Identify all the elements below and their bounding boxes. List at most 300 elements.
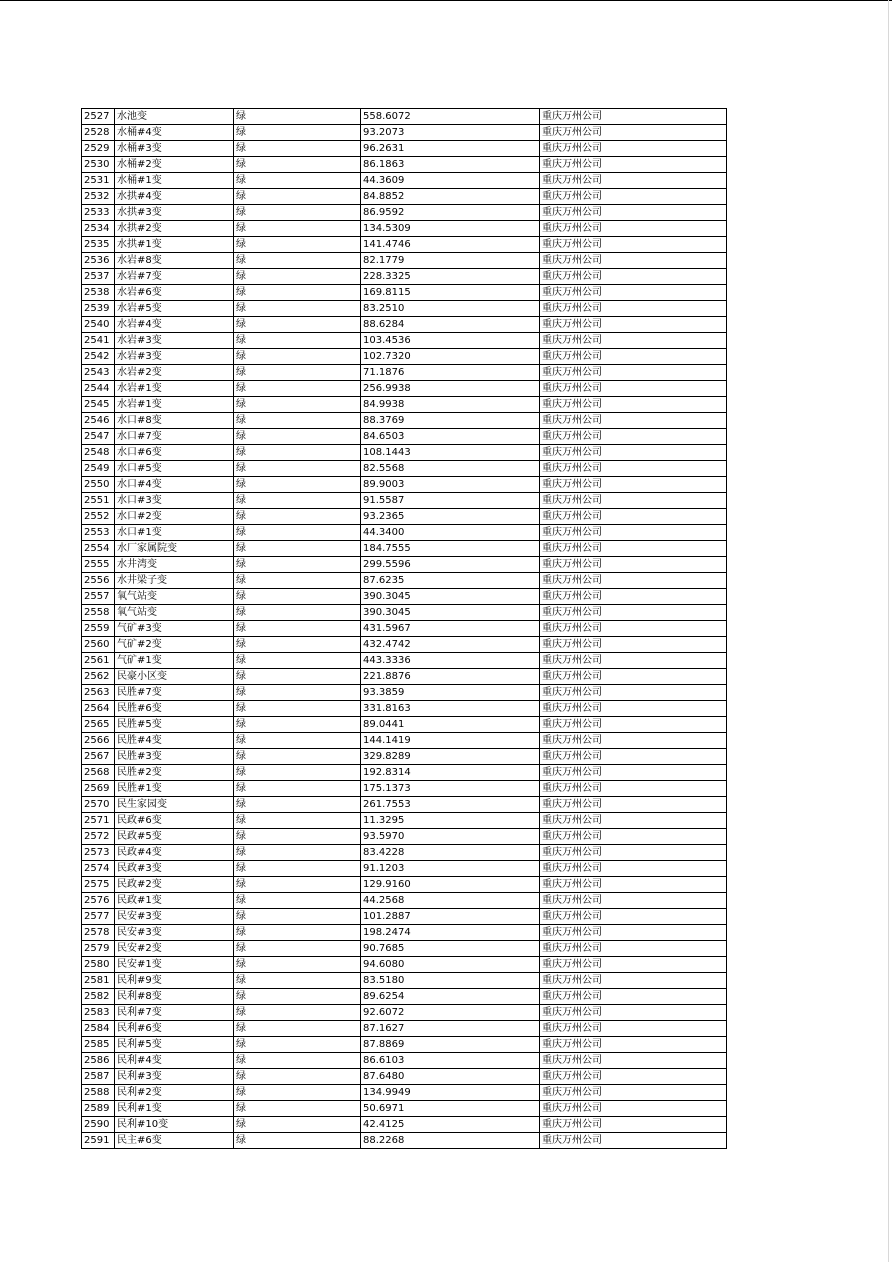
value-cell: 93.3859 (361, 685, 540, 701)
company-cell: 重庆万州公司 (540, 845, 727, 861)
value-cell: 192.8314 (361, 765, 540, 781)
row-id-cell: 2548 (82, 445, 115, 461)
company-cell: 重庆万州公司 (540, 1069, 727, 1085)
value-cell: 92.6072 (361, 1005, 540, 1021)
company-cell: 重庆万州公司 (540, 669, 727, 685)
status-color-cell: 绿 (234, 717, 361, 733)
company-cell: 重庆万州公司 (540, 557, 727, 573)
company-cell: 重庆万州公司 (540, 1133, 727, 1149)
value-cell: 87.1627 (361, 1021, 540, 1037)
value-cell: 42.4125 (361, 1117, 540, 1133)
row-id-cell: 2558 (82, 605, 115, 621)
status-color-cell: 绿 (234, 525, 361, 541)
table-row (82, 653, 727, 669)
table-row (82, 781, 727, 797)
value-cell: 89.6254 (361, 989, 540, 1005)
substation-name-cell: 水井梁子变 (115, 573, 234, 589)
row-id-cell: 2540 (82, 317, 115, 333)
row-id-cell: 2560 (82, 637, 115, 653)
substation-name-cell: 水口#3变 (115, 493, 234, 509)
page-top-border (0, 0, 892, 1)
value-cell: 108.1443 (361, 445, 540, 461)
row-id-cell: 2549 (82, 461, 115, 477)
substation-name-cell: 水拱#4变 (115, 189, 234, 205)
company-cell: 重庆万州公司 (540, 749, 727, 765)
row-id-cell: 2533 (82, 205, 115, 221)
row-id-cell: 2590 (82, 1117, 115, 1133)
company-cell: 重庆万州公司 (540, 301, 727, 317)
status-color-cell: 绿 (234, 285, 361, 301)
substation-name-cell: 民胜#5变 (115, 717, 234, 733)
row-id-cell: 2555 (82, 557, 115, 573)
table-row (82, 1101, 727, 1117)
value-cell: 91.5587 (361, 493, 540, 509)
substation-name-cell: 水桶#3变 (115, 141, 234, 157)
status-color-cell: 绿 (234, 1101, 361, 1117)
status-color-cell: 绿 (234, 957, 361, 973)
company-cell: 重庆万州公司 (540, 509, 727, 525)
substation-name-cell: 民豪小区变 (115, 669, 234, 685)
substation-name-cell: 民政#2变 (115, 877, 234, 893)
table-row (82, 685, 727, 701)
table-row (82, 637, 727, 653)
substation-name-cell: 民安#3变 (115, 925, 234, 941)
status-color-cell: 绿 (234, 221, 361, 237)
company-cell: 重庆万州公司 (540, 397, 727, 413)
company-cell: 重庆万州公司 (540, 317, 727, 333)
status-color-cell: 绿 (234, 1053, 361, 1069)
company-cell: 重庆万州公司 (540, 685, 727, 701)
company-cell: 重庆万州公司 (540, 445, 727, 461)
row-id-cell: 2589 (82, 1101, 115, 1117)
table-row (82, 669, 727, 685)
substation-name-cell: 民政#3变 (115, 861, 234, 877)
status-color-cell: 绿 (234, 541, 361, 557)
company-cell: 重庆万州公司 (540, 941, 727, 957)
row-id-cell: 2565 (82, 717, 115, 733)
value-cell: 198.2474 (361, 925, 540, 941)
status-color-cell: 绿 (234, 909, 361, 925)
row-id-cell: 2552 (82, 509, 115, 525)
row-id-cell: 2581 (82, 973, 115, 989)
status-color-cell: 绿 (234, 637, 361, 653)
row-id-cell: 2580 (82, 957, 115, 973)
table-row (82, 941, 727, 957)
table-row (82, 1117, 727, 1133)
substation-name-cell: 民胜#1变 (115, 781, 234, 797)
row-id-cell: 2572 (82, 829, 115, 845)
company-cell: 重庆万州公司 (540, 365, 727, 381)
substation-name-cell: 水拱#2变 (115, 221, 234, 237)
company-cell: 重庆万州公司 (540, 877, 727, 893)
table-row (82, 317, 727, 333)
row-id-cell: 2556 (82, 573, 115, 589)
company-cell: 重庆万州公司 (540, 253, 727, 269)
table-row (82, 797, 727, 813)
table-row (82, 717, 727, 733)
status-color-cell: 绿 (234, 653, 361, 669)
table-row (82, 141, 727, 157)
value-cell: 101.2887 (361, 909, 540, 925)
value-cell: 94.6080 (361, 957, 540, 973)
table-row (82, 477, 727, 493)
substation-name-cell: 民政#1变 (115, 893, 234, 909)
substation-name-cell: 民生家园变 (115, 797, 234, 813)
status-color-cell: 绿 (234, 1069, 361, 1085)
row-id-cell: 2582 (82, 989, 115, 1005)
substation-name-cell: 民政#6变 (115, 813, 234, 829)
value-cell: 86.6103 (361, 1053, 540, 1069)
company-cell: 重庆万州公司 (540, 701, 727, 717)
table-row (82, 333, 727, 349)
status-color-cell: 绿 (234, 477, 361, 493)
status-color-cell: 绿 (234, 589, 361, 605)
table-row (82, 189, 727, 205)
table-row (82, 301, 727, 317)
company-cell: 重庆万州公司 (540, 525, 727, 541)
row-id-cell: 2545 (82, 397, 115, 413)
table-row (82, 749, 727, 765)
substation-name-cell: 水桶#2变 (115, 157, 234, 173)
value-cell: 141.4746 (361, 237, 540, 253)
company-cell: 重庆万州公司 (540, 429, 727, 445)
table-row (82, 989, 727, 1005)
row-id-cell: 2547 (82, 429, 115, 445)
substation-name-cell: 民政#5变 (115, 829, 234, 845)
substation-name-cell: 水岩#4变 (115, 317, 234, 333)
value-cell: 82.1779 (361, 253, 540, 269)
table-row (82, 845, 727, 861)
transformer-table-body (82, 109, 727, 1149)
status-color-cell: 绿 (234, 429, 361, 445)
status-color-cell: 绿 (234, 509, 361, 525)
table-row (82, 173, 727, 189)
row-id-cell: 2576 (82, 893, 115, 909)
row-id-cell: 2583 (82, 1005, 115, 1021)
value-cell: 50.6971 (361, 1101, 540, 1117)
substation-name-cell: 民利#10变 (115, 1117, 234, 1133)
status-color-cell: 绿 (234, 381, 361, 397)
company-cell: 重庆万州公司 (540, 861, 727, 877)
substation-name-cell: 水口#6变 (115, 445, 234, 461)
table-row (82, 237, 727, 253)
row-id-cell: 2541 (82, 333, 115, 349)
value-cell: 390.3045 (361, 605, 540, 621)
company-cell: 重庆万州公司 (540, 157, 727, 173)
status-color-cell: 绿 (234, 669, 361, 685)
row-id-cell: 2573 (82, 845, 115, 861)
company-cell: 重庆万州公司 (540, 1021, 727, 1037)
value-cell: 184.7555 (361, 541, 540, 557)
row-id-cell: 2579 (82, 941, 115, 957)
company-cell: 重庆万州公司 (540, 957, 727, 973)
value-cell: 83.5180 (361, 973, 540, 989)
value-cell: 256.9938 (361, 381, 540, 397)
table-row (82, 861, 727, 877)
substation-name-cell: 气矿#2变 (115, 637, 234, 653)
value-cell: 82.5568 (361, 461, 540, 477)
substation-name-cell: 水岩#3变 (115, 349, 234, 365)
substation-name-cell: 民胜#7变 (115, 685, 234, 701)
company-cell: 重庆万州公司 (540, 1085, 727, 1101)
status-color-cell: 绿 (234, 621, 361, 637)
substation-name-cell: 水厂家属院变 (115, 541, 234, 557)
value-cell: 390.3045 (361, 589, 540, 605)
substation-name-cell: 水口#8变 (115, 413, 234, 429)
value-cell: 86.1863 (361, 157, 540, 173)
row-id-cell: 2531 (82, 173, 115, 189)
company-cell: 重庆万州公司 (540, 765, 727, 781)
table-row (82, 605, 727, 621)
row-id-cell: 2569 (82, 781, 115, 797)
table-row (82, 829, 727, 845)
company-cell: 重庆万州公司 (540, 893, 727, 909)
substation-name-cell: 民主#6变 (115, 1133, 234, 1149)
row-id-cell: 2574 (82, 861, 115, 877)
substation-name-cell: 水口#2变 (115, 509, 234, 525)
row-id-cell: 2570 (82, 797, 115, 813)
company-cell: 重庆万州公司 (540, 173, 727, 189)
substation-name-cell: 水口#7变 (115, 429, 234, 445)
company-cell: 重庆万州公司 (540, 1005, 727, 1021)
status-color-cell: 绿 (234, 685, 361, 701)
company-cell: 重庆万州公司 (540, 989, 727, 1005)
company-cell: 重庆万州公司 (540, 573, 727, 589)
table-row (82, 1053, 727, 1069)
status-color-cell: 绿 (234, 109, 361, 125)
value-cell: 88.2268 (361, 1133, 540, 1149)
substation-name-cell: 气矿#1变 (115, 653, 234, 669)
status-color-cell: 绿 (234, 173, 361, 189)
company-cell: 重庆万州公司 (540, 349, 727, 365)
value-cell: 83.4228 (361, 845, 540, 861)
company-cell: 重庆万州公司 (540, 637, 727, 653)
value-cell: 44.2568 (361, 893, 540, 909)
substation-name-cell: 民利#7变 (115, 1005, 234, 1021)
company-cell: 重庆万州公司 (540, 653, 727, 669)
row-id-cell: 2528 (82, 125, 115, 141)
substation-name-cell: 民利#5变 (115, 1037, 234, 1053)
status-color-cell: 绿 (234, 413, 361, 429)
substation-name-cell: 民政#4变 (115, 845, 234, 861)
row-id-cell: 2536 (82, 253, 115, 269)
row-id-cell: 2537 (82, 269, 115, 285)
company-cell: 重庆万州公司 (540, 1053, 727, 1069)
row-id-cell: 2563 (82, 685, 115, 701)
value-cell: 93.5970 (361, 829, 540, 845)
page-right-edge (888, 0, 889, 1262)
row-id-cell: 2527 (82, 109, 115, 125)
status-color-cell: 绿 (234, 861, 361, 877)
row-id-cell: 2539 (82, 301, 115, 317)
table-row (82, 157, 727, 173)
table-row (82, 429, 727, 445)
value-cell: 91.1203 (361, 861, 540, 877)
table-row (82, 109, 727, 125)
row-id-cell: 2544 (82, 381, 115, 397)
company-cell: 重庆万州公司 (540, 541, 727, 557)
value-cell: 431.5967 (361, 621, 540, 637)
table-row (82, 269, 727, 285)
value-cell: 299.5596 (361, 557, 540, 573)
row-id-cell: 2538 (82, 285, 115, 301)
status-color-cell: 绿 (234, 189, 361, 205)
substation-name-cell: 水岩#8变 (115, 253, 234, 269)
table-row (82, 365, 727, 381)
status-color-cell: 绿 (234, 333, 361, 349)
value-cell: 44.3609 (361, 173, 540, 189)
table-row (82, 1085, 727, 1101)
table-row (82, 765, 727, 781)
substation-name-cell: 民利#2变 (115, 1085, 234, 1101)
value-cell: 84.8852 (361, 189, 540, 205)
value-cell: 134.9949 (361, 1085, 540, 1101)
company-cell: 重庆万州公司 (540, 381, 727, 397)
substation-name-cell: 水桶#1变 (115, 173, 234, 189)
substation-name-cell: 民利#8变 (115, 989, 234, 1005)
value-cell: 169.8115 (361, 285, 540, 301)
row-id-cell: 2564 (82, 701, 115, 717)
table-row (82, 349, 727, 365)
value-cell: 84.9938 (361, 397, 540, 413)
value-cell: 558.6072 (361, 109, 540, 125)
value-cell: 103.4536 (361, 333, 540, 349)
status-color-cell: 绿 (234, 461, 361, 477)
substation-name-cell: 氧气站变 (115, 605, 234, 621)
status-color-cell: 绿 (234, 269, 361, 285)
value-cell: 44.3400 (361, 525, 540, 541)
substation-name-cell: 水拱#1变 (115, 237, 234, 253)
substation-name-cell: 水井湾变 (115, 557, 234, 573)
table-row (82, 701, 727, 717)
row-id-cell: 2575 (82, 877, 115, 893)
row-id-cell: 2568 (82, 765, 115, 781)
table-row (82, 413, 727, 429)
substation-name-cell: 水岩#5变 (115, 301, 234, 317)
company-cell: 重庆万州公司 (540, 925, 727, 941)
row-id-cell: 2553 (82, 525, 115, 541)
status-color-cell: 绿 (234, 845, 361, 861)
status-color-cell: 绿 (234, 205, 361, 221)
table-row (82, 813, 727, 829)
status-color-cell: 绿 (234, 989, 361, 1005)
table-row (82, 589, 727, 605)
row-id-cell: 2566 (82, 733, 115, 749)
table-row (82, 893, 727, 909)
table-row (82, 733, 727, 749)
value-cell: 93.2365 (361, 509, 540, 525)
status-color-cell: 绿 (234, 1021, 361, 1037)
row-id-cell: 2578 (82, 925, 115, 941)
status-color-cell: 绿 (234, 253, 361, 269)
row-id-cell: 2591 (82, 1133, 115, 1149)
table-row (82, 541, 727, 557)
company-cell: 重庆万州公司 (540, 477, 727, 493)
status-color-cell: 绿 (234, 301, 361, 317)
status-color-cell: 绿 (234, 1037, 361, 1053)
status-color-cell: 绿 (234, 1117, 361, 1133)
substation-name-cell: 水岩#3变 (115, 333, 234, 349)
row-id-cell: 2551 (82, 493, 115, 509)
row-id-cell: 2550 (82, 477, 115, 493)
value-cell: 87.6480 (361, 1069, 540, 1085)
status-color-cell: 绿 (234, 1085, 361, 1101)
status-color-cell: 绿 (234, 749, 361, 765)
table-row (82, 909, 727, 925)
status-color-cell: 绿 (234, 349, 361, 365)
table-row (82, 573, 727, 589)
value-cell: 102.7320 (361, 349, 540, 365)
substation-name-cell: 水池变 (115, 109, 234, 125)
company-cell: 重庆万州公司 (540, 237, 727, 253)
row-id-cell: 2554 (82, 541, 115, 557)
status-color-cell: 绿 (234, 877, 361, 893)
substation-name-cell: 民利#6变 (115, 1021, 234, 1037)
company-cell: 重庆万州公司 (540, 141, 727, 157)
company-cell: 重庆万州公司 (540, 797, 727, 813)
table-row (82, 877, 727, 893)
status-color-cell: 绿 (234, 701, 361, 717)
substation-name-cell: 民胜#4变 (115, 733, 234, 749)
status-color-cell: 绿 (234, 813, 361, 829)
company-cell: 重庆万州公司 (540, 733, 727, 749)
row-id-cell: 2588 (82, 1085, 115, 1101)
company-cell: 重庆万州公司 (540, 1037, 727, 1053)
table-row (82, 1005, 727, 1021)
table-row (82, 253, 727, 269)
table-row (82, 509, 727, 525)
value-cell: 84.6503 (361, 429, 540, 445)
status-color-cell: 绿 (234, 1133, 361, 1149)
substation-name-cell: 民胜#2变 (115, 765, 234, 781)
company-cell: 重庆万州公司 (540, 333, 727, 349)
company-cell: 重庆万州公司 (540, 221, 727, 237)
status-color-cell: 绿 (234, 765, 361, 781)
status-color-cell: 绿 (234, 157, 361, 173)
table-row (82, 957, 727, 973)
value-cell: 89.9003 (361, 477, 540, 493)
table-row (82, 493, 727, 509)
status-color-cell: 绿 (234, 125, 361, 141)
status-color-cell: 绿 (234, 573, 361, 589)
substation-name-cell: 民利#9变 (115, 973, 234, 989)
status-color-cell: 绿 (234, 941, 361, 957)
substation-name-cell: 民安#3变 (115, 909, 234, 925)
company-cell: 重庆万州公司 (540, 1101, 727, 1117)
company-cell: 重庆万州公司 (540, 125, 727, 141)
table-row (82, 381, 727, 397)
row-id-cell: 2542 (82, 349, 115, 365)
value-cell: 144.1419 (361, 733, 540, 749)
company-cell: 重庆万州公司 (540, 109, 727, 125)
status-color-cell: 绿 (234, 141, 361, 157)
substation-name-cell: 水岩#6变 (115, 285, 234, 301)
company-cell: 重庆万州公司 (540, 813, 727, 829)
company-cell: 重庆万州公司 (540, 909, 727, 925)
company-cell: 重庆万州公司 (540, 461, 727, 477)
substation-name-cell: 水岩#7变 (115, 269, 234, 285)
status-color-cell: 绿 (234, 893, 361, 909)
company-cell: 重庆万州公司 (540, 189, 727, 205)
substation-name-cell: 水口#4变 (115, 477, 234, 493)
company-cell: 重庆万州公司 (540, 1117, 727, 1133)
row-id-cell: 2584 (82, 1021, 115, 1037)
value-cell: 89.0441 (361, 717, 540, 733)
substation-name-cell: 气矿#3变 (115, 621, 234, 637)
status-color-cell: 绿 (234, 397, 361, 413)
company-cell: 重庆万州公司 (540, 285, 727, 301)
row-id-cell: 2557 (82, 589, 115, 605)
